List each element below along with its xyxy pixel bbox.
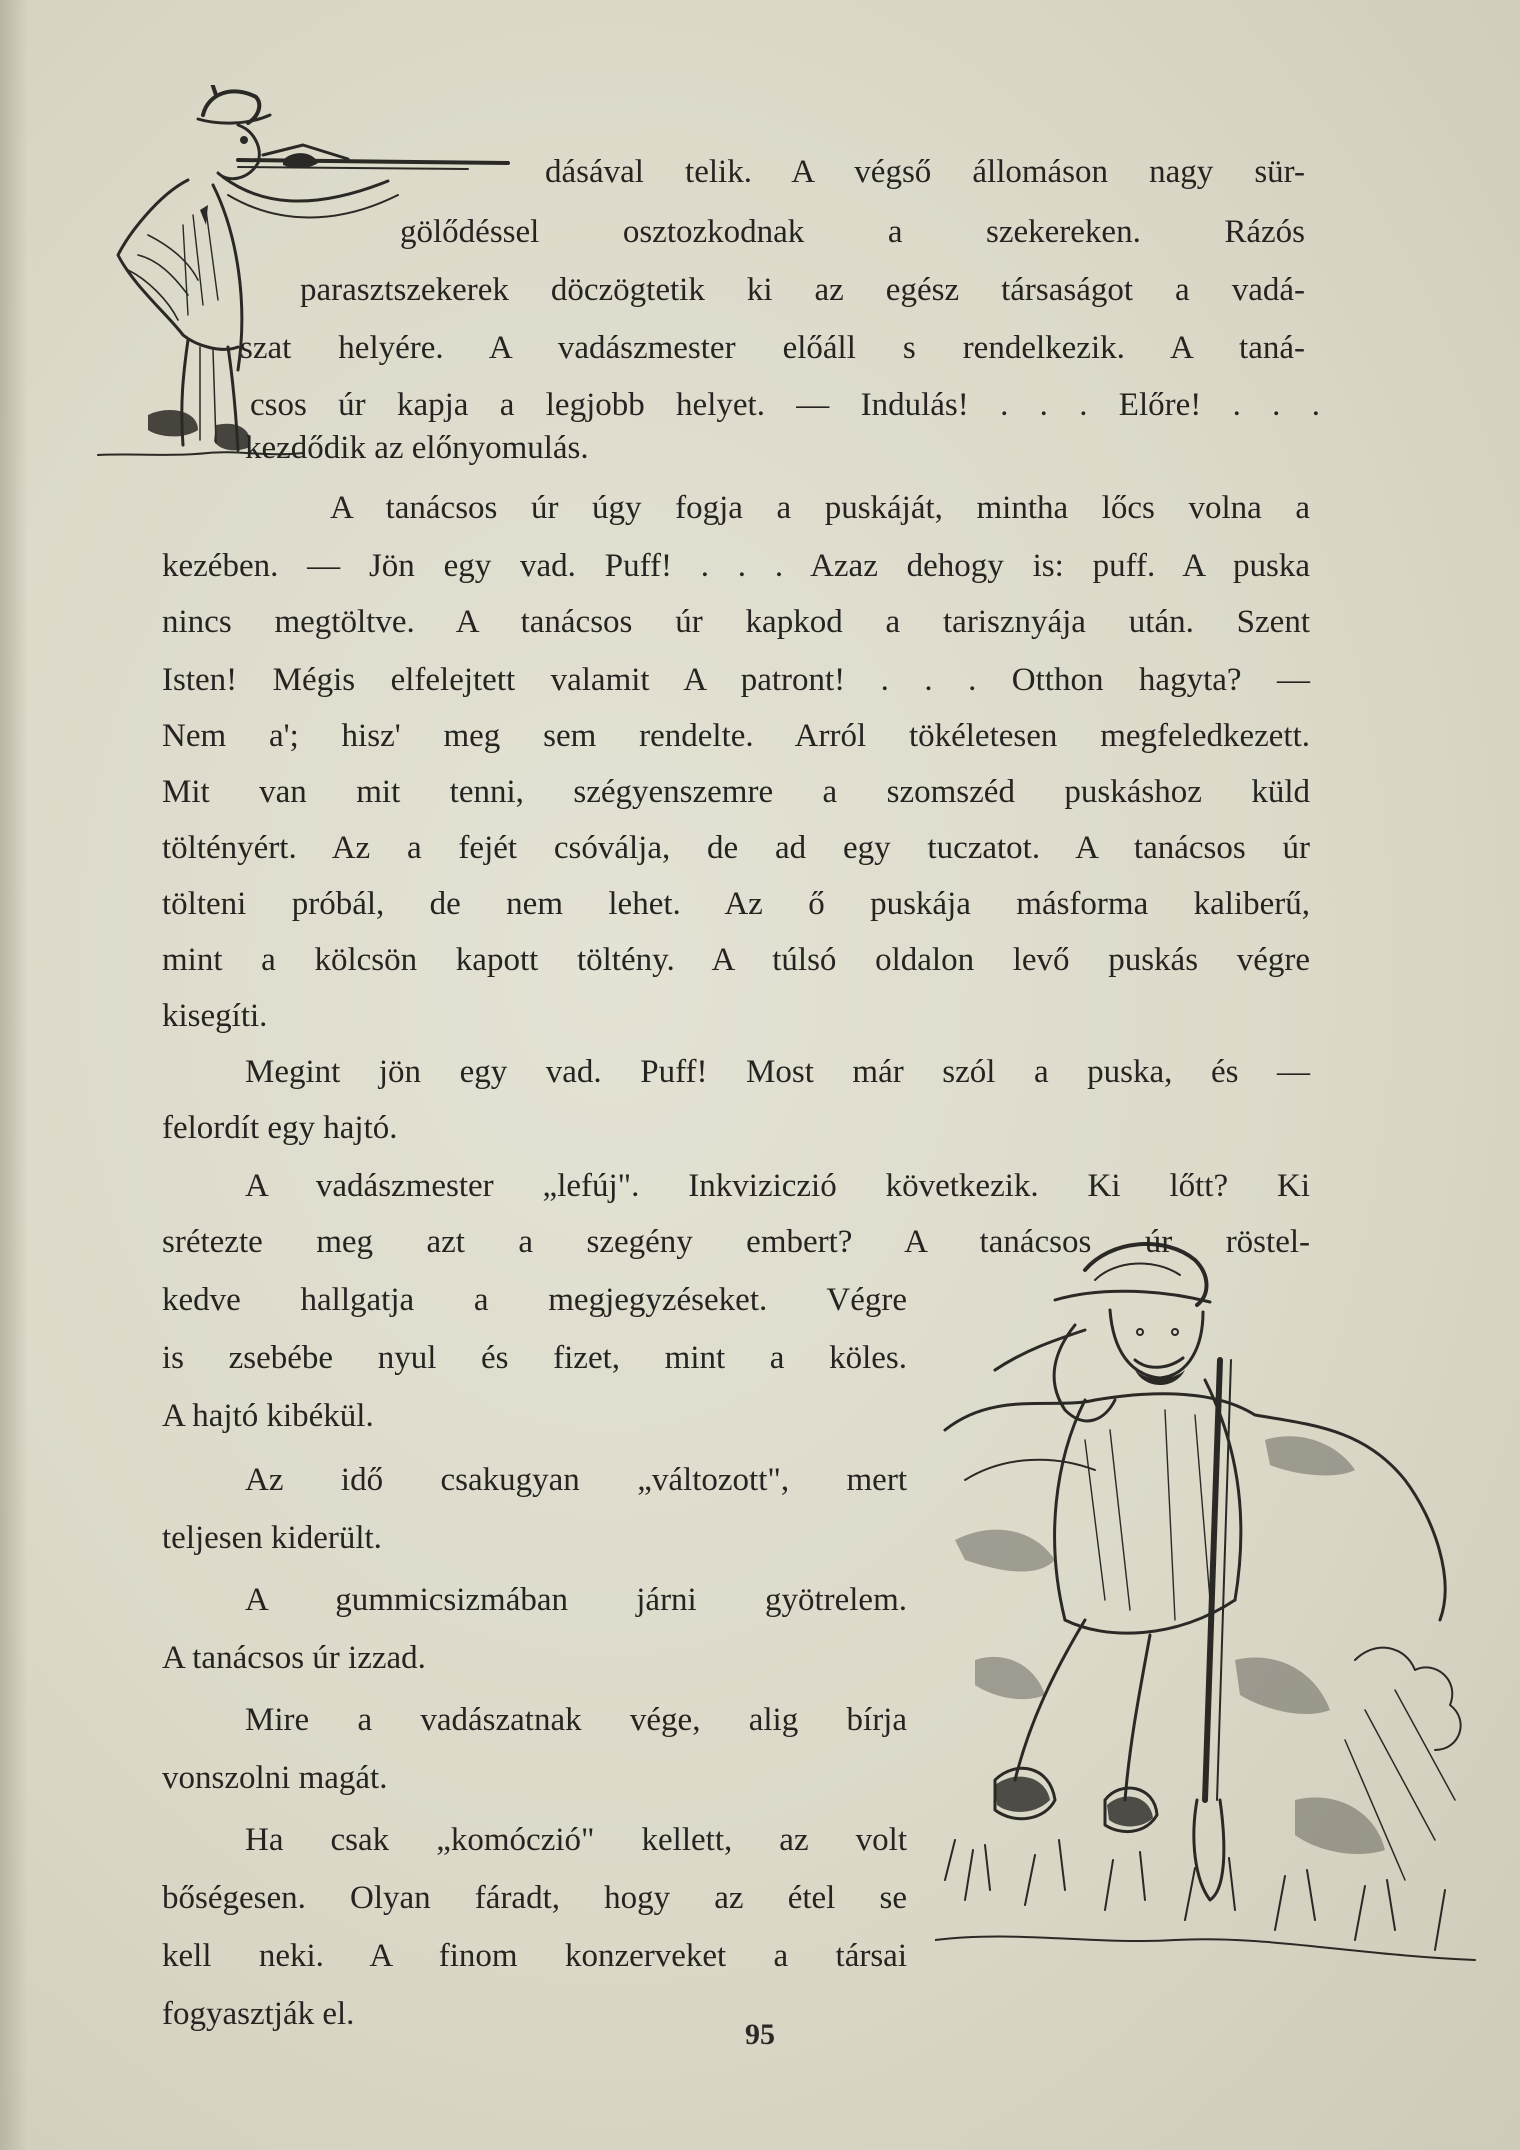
hunter-resting-with-rifle-icon [935,1240,1485,2000]
text-line: mint a kölcsön kapott töltény. A túlsó oldalon levő puskás végre [162,942,1310,978]
text-line: parasztszekerek döczögtetik ki az egész társaságot a vadá- [300,272,1305,308]
text-line: Mire a vadászatnak vége, alig bírja [245,1702,907,1738]
text-line: gölődéssel osztozkodnak a szekereken. Rázós [400,214,1305,250]
text-line: csos úr kapja a legjobb helyet. — Indulás! . . . Előre! . . . [250,387,1320,423]
text-line: A tanácsos úr úgy fogja a puskáját, mintha lőcs volna a [330,490,1310,526]
text-line: A gummicsizmában járni gyötrelem. [245,1582,907,1618]
text-line: töltényért. Az a fejét csóválja, de ad egy tuczatot. A tanácsos úr [162,830,1310,866]
text-line: vonszolni magát. [162,1760,388,1796]
text-line: szat helyére. A vadászmester előáll s rendelkezik. A taná- [240,330,1305,366]
text-line: kezében. — Jön egy vad. Puff! . . . Azaz dehogy is: puff. A puska [162,548,1310,584]
text-line: felordít egy hajtó. [162,1110,398,1146]
text-line: teljesen kiderült. [162,1520,382,1556]
text-line: Nem a'; hisz' meg sem rendelte. Arról tökéletesen megfeledkezett. [162,718,1310,754]
text-line: A tanácsos úr izzad. [162,1640,426,1676]
text-line: kezdődik az előnyomulás. [245,430,589,466]
text-line: Az idő csakugyan „változott", mert [245,1462,907,1498]
text-line: fogyasztják el. [162,1996,355,2032]
text-line: A hajtó kibékül. [162,1398,374,1434]
page-shadow-edge [0,0,28,2150]
text-line: Mit van mit tenni, szégyenszemre a szomszéd puskáshoz küld [162,774,1310,810]
text-line: dásával telik. A végső állomáson nagy sür- [545,154,1305,190]
text-line: Ha csak „komóczió" kellett, az volt [245,1822,907,1858]
text-line: nincs megtöltve. A tanácsos úr kapkod a tarisznyája után. Szent [162,604,1310,640]
text-line: kedve hallgatja a megjegyzéseket. Végre [162,1282,907,1318]
text-line: is zsebébe nyul és fizet, mint a köles. [162,1340,907,1376]
text-line: tölteni próbál, de nem lehet. Az ő puskája másforma kaliberű, [162,886,1310,922]
text-line: Isten! Mégis elfelejtett valamit A patront! . . . Otthon hagyta? — [162,662,1310,698]
text-line: Megint jön egy vad. Puff! Most már szól a puska, és — [245,1054,1310,1090]
text-line: bőségesen. Olyan fáradt, hogy az étel se [162,1880,907,1916]
text-line: kell neki. A finom konzerveket a társai [162,1938,907,1974]
text-line: sréteztе meg azt a szegény embert? A tanácsos úr röstel- [162,1224,1310,1260]
page-number: 95 [745,2018,775,2051]
text-line: kisegíti. [162,998,268,1034]
text-line: A vadászmester „lefúj". Inkviziczió következik. Ki lőtt? Ki [245,1168,1310,1204]
